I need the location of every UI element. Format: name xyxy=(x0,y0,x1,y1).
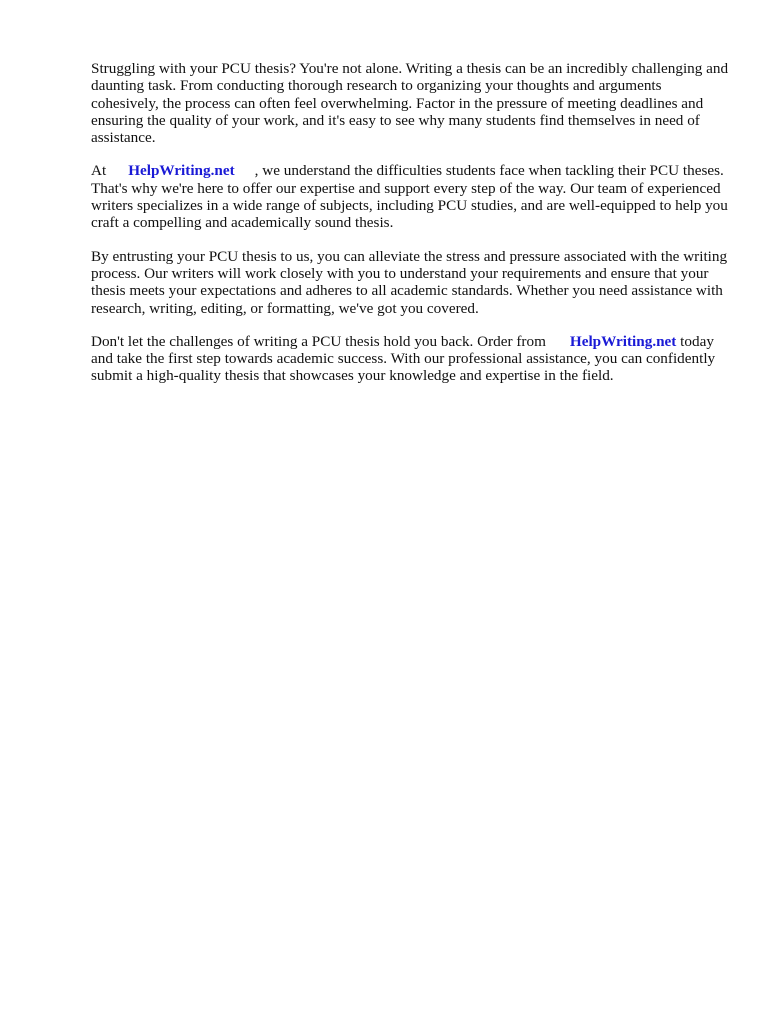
paragraph-about-lead: At xyxy=(91,162,107,180)
paragraph-intro: Struggling with your PCU thesis? You're not alone. Writing a thesis can be an incredibly challenging and daunting task. From conducting thorough research to organizing your thoughts and arguments cohesively, the process can often feel overwhelming. Factor in the pressure of meeting deadlines and ensuring the quality of your work, and it's easy to see why many students find themselves in need of assistance. xyxy=(91,60,729,147)
paragraph-about-body: , we understand the difficulties students face when tackling their PCU theses. That's why we're here to offer our expertise and support every step of the way. Our team of experienced writers specializes in a wide range of subjects, including PCU studies, and are well-equipped to help you craft a compelling and academically sound thesis. xyxy=(91,162,728,232)
paragraph-about xyxy=(91,162,731,231)
helpwriting-order-link[interactable]: HelpWriting.net xyxy=(569,332,677,350)
paragraph-cta-lead: Don't let the challenges of writing a PCU thesis hold you back. Order from xyxy=(91,332,546,350)
paragraph-cta xyxy=(91,333,731,385)
helpwriting-link[interactable]: HelpWriting.net xyxy=(128,162,235,180)
paragraph-benefits: By entrusting your PCU thesis to us, you can alleviate the stress and pressure associated with the writing process. Our writers will work closely with you to understand your requirements and ensure that your thesis meets your expectations and adheres to all academic standards. Whether you need assistance with research, writing, editing, or formatting, we've got you covered. xyxy=(91,247,728,317)
document-body xyxy=(91,60,731,401)
paragraph-cta-body: today and take the first step towards academic success. With our professional assistance, you can confidently submit a high-quality thesis that showcases your knowledge and expertise in the field. xyxy=(91,332,716,385)
